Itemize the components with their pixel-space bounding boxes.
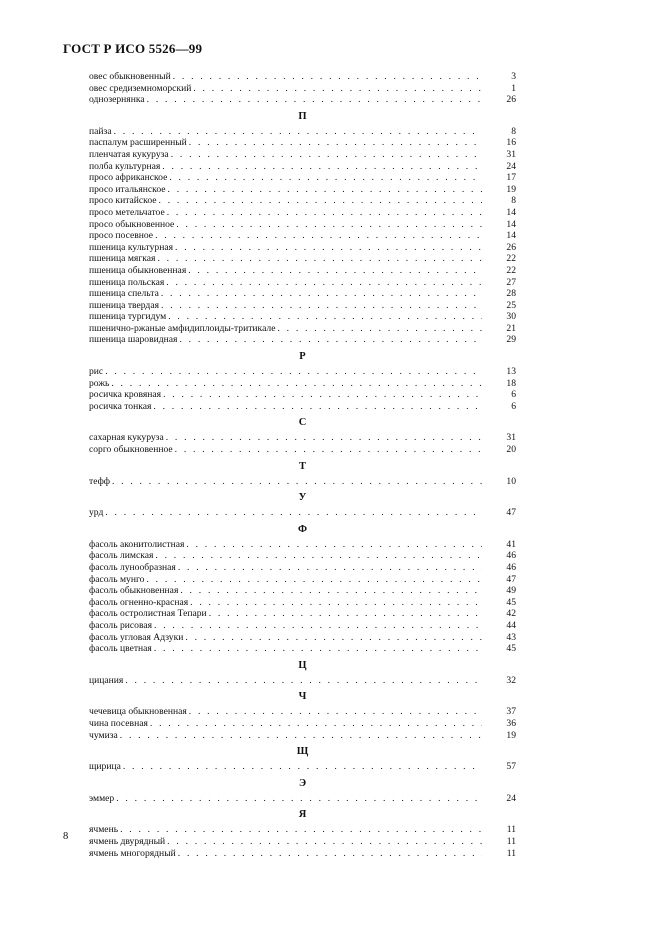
section-letter: Т <box>298 460 306 472</box>
index-page-ref: 13 <box>506 366 516 378</box>
index-entry <box>89 288 516 300</box>
index-entry <box>89 149 516 161</box>
index-term: пшеница спельта <box>89 288 159 300</box>
dot-leader <box>178 848 482 860</box>
index-term: фасоль аконитолистная <box>89 538 185 550</box>
index-page-ref: 47 <box>506 507 516 519</box>
dot-leader <box>105 507 482 519</box>
dot-leader <box>171 149 482 161</box>
dot-leader <box>185 632 482 644</box>
dot-leader <box>112 476 482 488</box>
index-term: овес обыкновенный <box>89 71 171 82</box>
index-term: фасоль рисовая <box>89 619 153 631</box>
index-page-ref: 11 <box>506 835 516 847</box>
index-entry <box>89 277 516 289</box>
index-term: чумиза <box>89 729 118 741</box>
index-entry <box>89 83 516 95</box>
dot-leader <box>175 242 482 254</box>
index-term: рожь <box>89 377 110 389</box>
index-term: фасоль лунообразная <box>89 562 176 573</box>
index-term: пшеница твердая <box>89 299 159 311</box>
index-page-ref: 22 <box>506 264 516 276</box>
section-letter: П <box>298 110 307 122</box>
index-page-ref: 6 <box>511 389 516 401</box>
index-page-ref: 26 <box>506 241 516 253</box>
index-term: фасоль остролистная Тепари <box>89 608 207 620</box>
index-term: щирица <box>89 761 121 773</box>
index-entry <box>89 389 516 401</box>
index-page-ref: 14 <box>506 230 516 242</box>
index-page-ref: 17 <box>506 172 516 184</box>
index-page-ref: 18 <box>506 377 516 389</box>
index-page-ref: 20 <box>506 444 516 456</box>
dot-leader <box>154 643 482 655</box>
index-page-ref: 3 <box>511 71 516 82</box>
index-term: росичка кровяная <box>89 389 162 401</box>
index-page-ref: 24 <box>506 792 516 804</box>
dot-leader <box>120 730 482 742</box>
index-term: пшеница польская <box>89 276 165 288</box>
dot-leader <box>178 562 482 574</box>
index-page-ref: 24 <box>506 160 516 172</box>
index-page-ref: 32 <box>506 674 516 686</box>
index-page-ref: 45 <box>506 596 516 608</box>
index-entry <box>89 94 516 106</box>
index-term: фасоль обыкновенная <box>89 585 179 597</box>
dot-leader <box>157 253 482 265</box>
index-entry <box>89 334 516 346</box>
index-entry <box>89 137 516 149</box>
index-entry <box>89 539 516 551</box>
dot-leader <box>155 230 482 242</box>
index-entry <box>89 444 516 456</box>
index-page-ref: 27 <box>506 276 516 288</box>
index-entry <box>89 643 516 655</box>
index-entry <box>89 378 516 390</box>
index-term: сахарная кукуруза <box>89 432 164 444</box>
index-entry <box>89 632 516 644</box>
dot-leader <box>161 300 482 312</box>
dot-leader <box>111 378 482 390</box>
dot-leader <box>168 184 482 196</box>
dot-leader <box>209 608 482 620</box>
index-term: фасоль цветная <box>89 643 152 655</box>
dot-leader <box>277 323 482 335</box>
index-term: просо метельчатое <box>89 206 165 218</box>
index-term: пшеница культурная <box>89 241 174 253</box>
index-page-ref: 16 <box>506 137 516 149</box>
index-entry <box>89 562 516 574</box>
dot-leader <box>167 207 482 219</box>
index-page-ref: 21 <box>506 322 516 334</box>
index-term: ячмень <box>89 824 119 836</box>
index-entry <box>89 793 516 805</box>
index-page-ref: 22 <box>506 253 516 265</box>
index-page-ref: 26 <box>506 94 516 106</box>
index-term: паспалум расширенный <box>89 137 187 149</box>
index-page-ref: 29 <box>506 334 516 346</box>
index-term: пайза <box>89 125 112 137</box>
index-entry <box>89 608 516 620</box>
index-term: рис <box>89 366 104 378</box>
dot-leader <box>179 334 482 346</box>
index-entry <box>89 550 516 562</box>
dot-leader <box>167 836 482 848</box>
index-page-ref: 31 <box>506 432 516 444</box>
dot-leader <box>125 675 482 687</box>
index-page-ref: 14 <box>506 218 516 230</box>
dot-leader <box>175 444 482 456</box>
dot-leader <box>166 277 482 289</box>
index-page-ref: 19 <box>506 183 516 195</box>
index-term: урд <box>89 507 104 519</box>
index-entry <box>89 836 516 848</box>
index-page-ref: 11 <box>506 824 516 836</box>
index-page-ref: 45 <box>506 643 516 655</box>
index-page-ref: 31 <box>506 148 516 160</box>
index-entry <box>89 242 516 254</box>
dot-leader <box>155 550 482 562</box>
index-entry <box>89 253 516 265</box>
index-page-ref: 36 <box>506 717 516 729</box>
index-page-ref: 11 <box>506 847 516 859</box>
index-entry <box>89 824 516 836</box>
index-term: ячмень многорядный <box>89 847 176 859</box>
index-page-ref: 1 <box>511 82 516 94</box>
index-term: сорго обыкновенное <box>89 444 173 456</box>
index-term: фасоль угловая Адзуки <box>89 631 184 643</box>
index-page-ref: 49 <box>506 585 516 597</box>
index-term: росичка тонкая <box>89 400 152 412</box>
dot-leader <box>166 432 482 444</box>
index-term: пшеница тургидум <box>89 311 167 323</box>
dot-leader <box>150 718 482 730</box>
index-term: просо китайское <box>89 195 157 207</box>
dot-leader <box>189 706 482 718</box>
index-page-ref: 10 <box>506 475 516 487</box>
index-page-ref: 19 <box>506 729 516 741</box>
index-term: просо обыкновенное <box>89 218 175 230</box>
index-entry <box>89 675 516 687</box>
index-term: фасоль мунго <box>89 573 145 585</box>
dot-leader <box>116 793 482 805</box>
document-header: ГОСТ Р ИСО 5526—99 <box>63 41 203 56</box>
index-term: фасоль огненно-красная <box>89 596 189 608</box>
index-page-ref: 57 <box>506 761 516 773</box>
page-number: 8 <box>63 831 69 842</box>
dot-leader <box>161 288 482 300</box>
index-page-ref: 44 <box>506 619 516 631</box>
index-page-ref: 46 <box>506 562 516 573</box>
alphabetical-index <box>89 71 516 859</box>
index-entry <box>89 71 516 83</box>
index-term: пленчатая кукуруза <box>89 148 169 160</box>
index-term: овес средиземноморский <box>89 82 192 94</box>
dot-leader <box>147 94 482 106</box>
index-entry <box>89 761 516 773</box>
index-page-ref: 37 <box>506 706 516 718</box>
index-entry <box>89 718 516 730</box>
dot-leader <box>189 137 482 149</box>
index-entry <box>89 207 516 219</box>
index-entry <box>89 585 516 597</box>
index-term: полба культурная <box>89 160 161 172</box>
index-entry <box>89 300 516 312</box>
dot-leader <box>180 585 482 597</box>
section-letter: Я <box>298 809 307 821</box>
dot-leader <box>146 574 482 586</box>
dot-leader <box>188 265 482 277</box>
index-term: тефф <box>89 475 110 487</box>
index-page-ref: 28 <box>506 288 516 300</box>
index-term: просо посевное <box>89 230 154 242</box>
dot-leader <box>105 366 482 378</box>
index-entry <box>89 848 516 860</box>
dot-leader <box>169 172 482 184</box>
index-term: эммер <box>89 792 115 804</box>
dot-leader <box>186 539 482 551</box>
dot-leader <box>153 401 482 413</box>
dot-leader <box>162 161 482 173</box>
index-entry <box>89 195 516 207</box>
index-term: пшеница обыкновенная <box>89 264 187 276</box>
section-letter: С <box>298 417 307 429</box>
index-entry <box>89 706 516 718</box>
index-entry <box>89 401 516 413</box>
dot-leader <box>123 761 482 773</box>
dot-leader <box>190 597 482 609</box>
index-term: ячмень двурядный <box>89 835 166 847</box>
dot-leader <box>173 71 482 83</box>
index-term: однозернянка <box>89 94 145 106</box>
section-letter: У <box>298 492 307 504</box>
section-letter: Ф <box>297 523 308 535</box>
index-entry <box>89 184 516 196</box>
section-letter: Э <box>298 777 307 789</box>
index-term: просо африканское <box>89 172 168 184</box>
index-entry <box>89 265 516 277</box>
index-page-ref: 47 <box>506 573 516 585</box>
index-entry <box>89 476 516 488</box>
index-page-ref: 6 <box>511 400 516 412</box>
index-entry <box>89 574 516 586</box>
dot-leader <box>176 219 482 231</box>
dot-leader <box>114 126 482 138</box>
index-entry <box>89 230 516 242</box>
index-entry <box>89 126 516 138</box>
section-letter: Щ <box>296 746 309 758</box>
index-page-ref: 25 <box>506 299 516 311</box>
index-entry <box>89 161 516 173</box>
index-page-ref: 8 <box>511 125 516 137</box>
dot-leader <box>163 389 482 401</box>
index-page-ref: 41 <box>506 538 516 550</box>
index-term: чина посевная <box>89 717 148 729</box>
index-entry <box>89 507 516 519</box>
index-term: чечевица обыкновенная <box>89 706 187 718</box>
index-entry <box>89 323 516 335</box>
index-entry <box>89 597 516 609</box>
dot-leader <box>120 824 482 836</box>
index-page-ref: 30 <box>506 311 516 323</box>
index-entry <box>89 730 516 742</box>
index-page-ref: 42 <box>506 608 516 620</box>
index-entry <box>89 620 516 632</box>
index-term: фасоль лимская <box>89 550 154 562</box>
index-entry <box>89 366 516 378</box>
dot-leader <box>154 620 482 632</box>
section-letter: Ц <box>298 659 307 671</box>
index-entry <box>89 219 516 231</box>
section-letter: Р <box>299 351 306 363</box>
index-page-ref: 43 <box>506 631 516 643</box>
index-term: пшеница мягкая <box>89 253 156 265</box>
dot-leader <box>159 195 482 207</box>
index-entry <box>89 172 516 184</box>
index-term: пшенично-ржаные амфидиплоиды-тритикале <box>89 322 276 334</box>
index-term: пшеница шаровидная <box>89 334 178 346</box>
index-page-ref: 8 <box>511 195 516 207</box>
section-letter: Ч <box>298 691 307 703</box>
index-term: просо итальянское <box>89 183 166 195</box>
index-page-ref: 46 <box>506 550 516 562</box>
index-term: цицания <box>89 674 124 686</box>
index-page-ref: 14 <box>506 206 516 218</box>
dot-leader <box>168 311 482 323</box>
index-entry <box>89 311 516 323</box>
index-entry <box>89 432 516 444</box>
dot-leader <box>193 83 482 95</box>
